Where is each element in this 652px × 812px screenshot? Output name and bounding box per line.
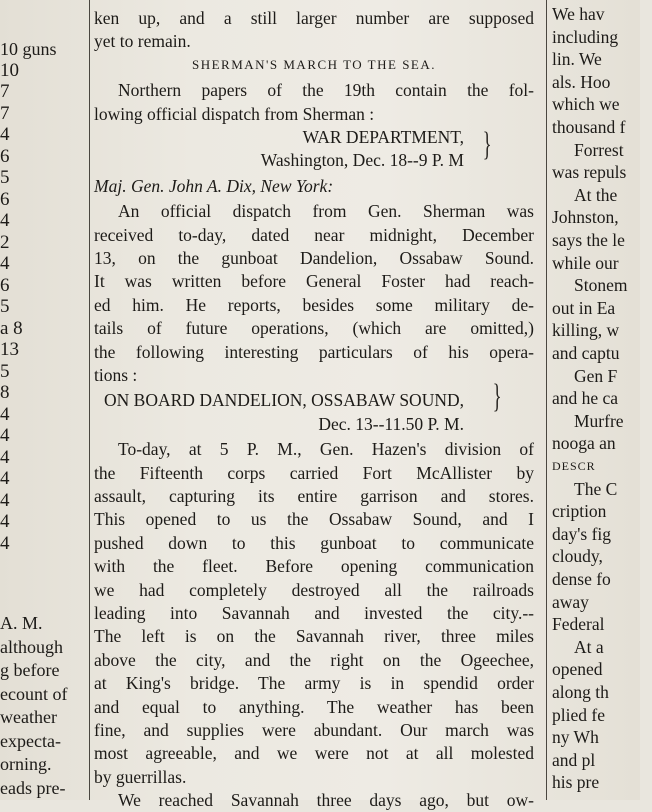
right-column-line: We hav [552,4,605,24]
right-column-line: plied fe [552,704,605,725]
article-line: we had completely destroyed all the railroads [94,579,534,600]
dateline-brace: } [492,378,502,415]
left-column-line: 4 [0,532,10,554]
right-column-line: out in Ea [552,297,616,318]
left-column-line: although [0,636,63,657]
right-column-line: Gen F [574,365,618,386]
article-line: and equal to anything. The weather has been [94,696,534,717]
left-column-line: 4 [0,403,10,425]
left-column-line: eads pre- [0,777,66,798]
article-line: Dec. 13--11.50 P. M. [318,413,464,434]
right-column-line: ny Wh [552,727,599,748]
article-line: at King's bridge. The army is in spendid order [94,673,534,694]
left-column-line: 6 [0,145,10,167]
left-column-line: 4 [0,124,10,145]
left-column-line: 4 [0,489,10,511]
right-column-line: day's fig [552,523,612,544]
article-line: leading into Savannah and invested the city.-- [94,603,534,623]
right-column-line: At a [574,636,604,657]
left-column-line: 6 [0,188,10,210]
left-column-line: weather [0,707,57,727]
article-line: assault, capturing its entire garrison and stores. [94,486,534,506]
right-column-line: lin. We [552,49,602,70]
left-column-line: 4 [0,425,10,446]
article-line: by guerrillas. [94,766,187,787]
right-column-line: nooga an [552,433,616,454]
article-line: fine, and supplies were abundant. Our march was [94,720,534,740]
right-column-line: Johnston, [552,207,619,228]
right-column-line: At the [574,184,618,205]
right-column-line: including [552,26,619,47]
left-column-line: orning. [0,754,52,774]
right-column-line: Federal [552,614,605,635]
article-line: tions : [94,365,138,385]
right-column-line: cloudy, [552,546,603,567]
left-column-line: 4 [0,210,10,231]
right-column-fragment [552,0,652,800]
left-column-line: 5 [0,167,10,188]
right-column-line: was repuls [552,162,627,183]
column-rule-left [89,0,90,800]
right-column-line: says the le [552,230,625,250]
left-column-line: 5 [0,296,10,317]
article-line: yet to remain. [94,31,191,52]
left-column-line: 10 [0,59,19,81]
right-column-line: while our [552,252,619,273]
right-column-line: Forrest [574,139,624,160]
right-column-line: The C [574,478,618,499]
left-column-line: 4 [0,446,10,468]
left-column-line: 5 [0,360,10,382]
article-line: tails of future operations, (which are omitted,) [94,318,534,339]
right-column-line: cription [552,501,607,522]
article-line: received to-day, dated near midnight, December [94,224,534,245]
article-line: To-day, at 5 P. M., Gen. Hazen's division of [118,439,534,460]
article-line: 13, on the gunboat Dandelion, Ossabaw Sound. [94,248,534,268]
left-column-fragment [0,0,84,800]
left-column-line: 2 [0,231,10,253]
left-column-line: 7 [0,81,10,102]
left-column-line: 10 guns [0,39,57,59]
article-line: above the city, and the right on the Ogeechee, [94,649,534,670]
right-column-line: als. Hoo [552,71,611,92]
main-article-column [94,0,534,811]
article-line: pushed down to this gunboat to communicate [94,532,534,553]
article-line: WAR DEPARTMENT, [302,127,464,147]
article-line: the following interesting particulars of his opera- [94,341,534,362]
left-column-line: g before [0,660,60,680]
right-column-line: Stonem [574,275,628,296]
left-column-line: expecta- [0,730,61,751]
right-column-line: Murfre [574,410,624,431]
left-column-line: 13 [0,339,19,360]
dateline-brace: } [482,126,492,163]
left-column-line: 6 [0,274,10,296]
right-column-line: and he ca [552,388,619,409]
article-line: An official dispatch from Gen. Sherman was [118,201,534,222]
article-line: ken up, and a still larger number are supposed [94,8,534,28]
left-column-line: 4 [0,468,10,489]
right-column-line: killing, w [552,320,620,341]
right-column-line: along th [552,682,609,702]
right-column-line: away [552,591,589,612]
left-column-line: ecount of [0,683,68,704]
article-line: Maj. Gen. John A. Dix, New York: [94,175,334,196]
right-column-line: dense fo [552,569,611,589]
article-line: most agreeable, and we were not at all molested [94,743,534,764]
article-line: The left is on the Savannah river, three miles [94,626,534,647]
left-column-line: A. M. [0,613,43,633]
left-column-line: 4 [0,511,10,532]
article-line: lowing official dispatch from Sherman : [94,103,375,124]
left-column-line: a 8 [0,317,23,339]
article-headline: SHERMAN'S MARCH TO THE SEA. [191,56,437,72]
article-line: It was written before General Foster had reach- [94,271,534,292]
left-column-line: 7 [0,102,10,124]
article-line: with the fleet. Before opening communication [94,556,534,577]
article-line: the Fifteenth corps carried Fort McAllister by [94,462,534,483]
left-column-line: 4 [0,253,10,274]
right-column-line: and pl [552,749,596,770]
article-line: Northern papers of the 19th contain the fol- [118,80,534,101]
article-line: ed him. He reports, besides some military de- [94,294,534,315]
right-column-line: DESCR [552,459,596,473]
article-line: This opened to us the Ossabaw Sound, and I [94,509,534,530]
article-line: ON BOARD DANDELION, OSSABAW SOUND, [104,390,464,411]
right-column-line: his pre [552,772,600,793]
right-column-line: thousand f [552,117,626,137]
article-line: We reached Savannah three days ago, but ow- [118,790,534,811]
right-column-line: which we [552,94,620,115]
article-line: Washington, Dec. 18--9 P. M [260,150,464,171]
left-column-line: 8 [0,382,10,403]
right-column-line: and captu [552,343,620,363]
right-column-line: opened [552,659,603,680]
column-rule-right [546,0,547,800]
